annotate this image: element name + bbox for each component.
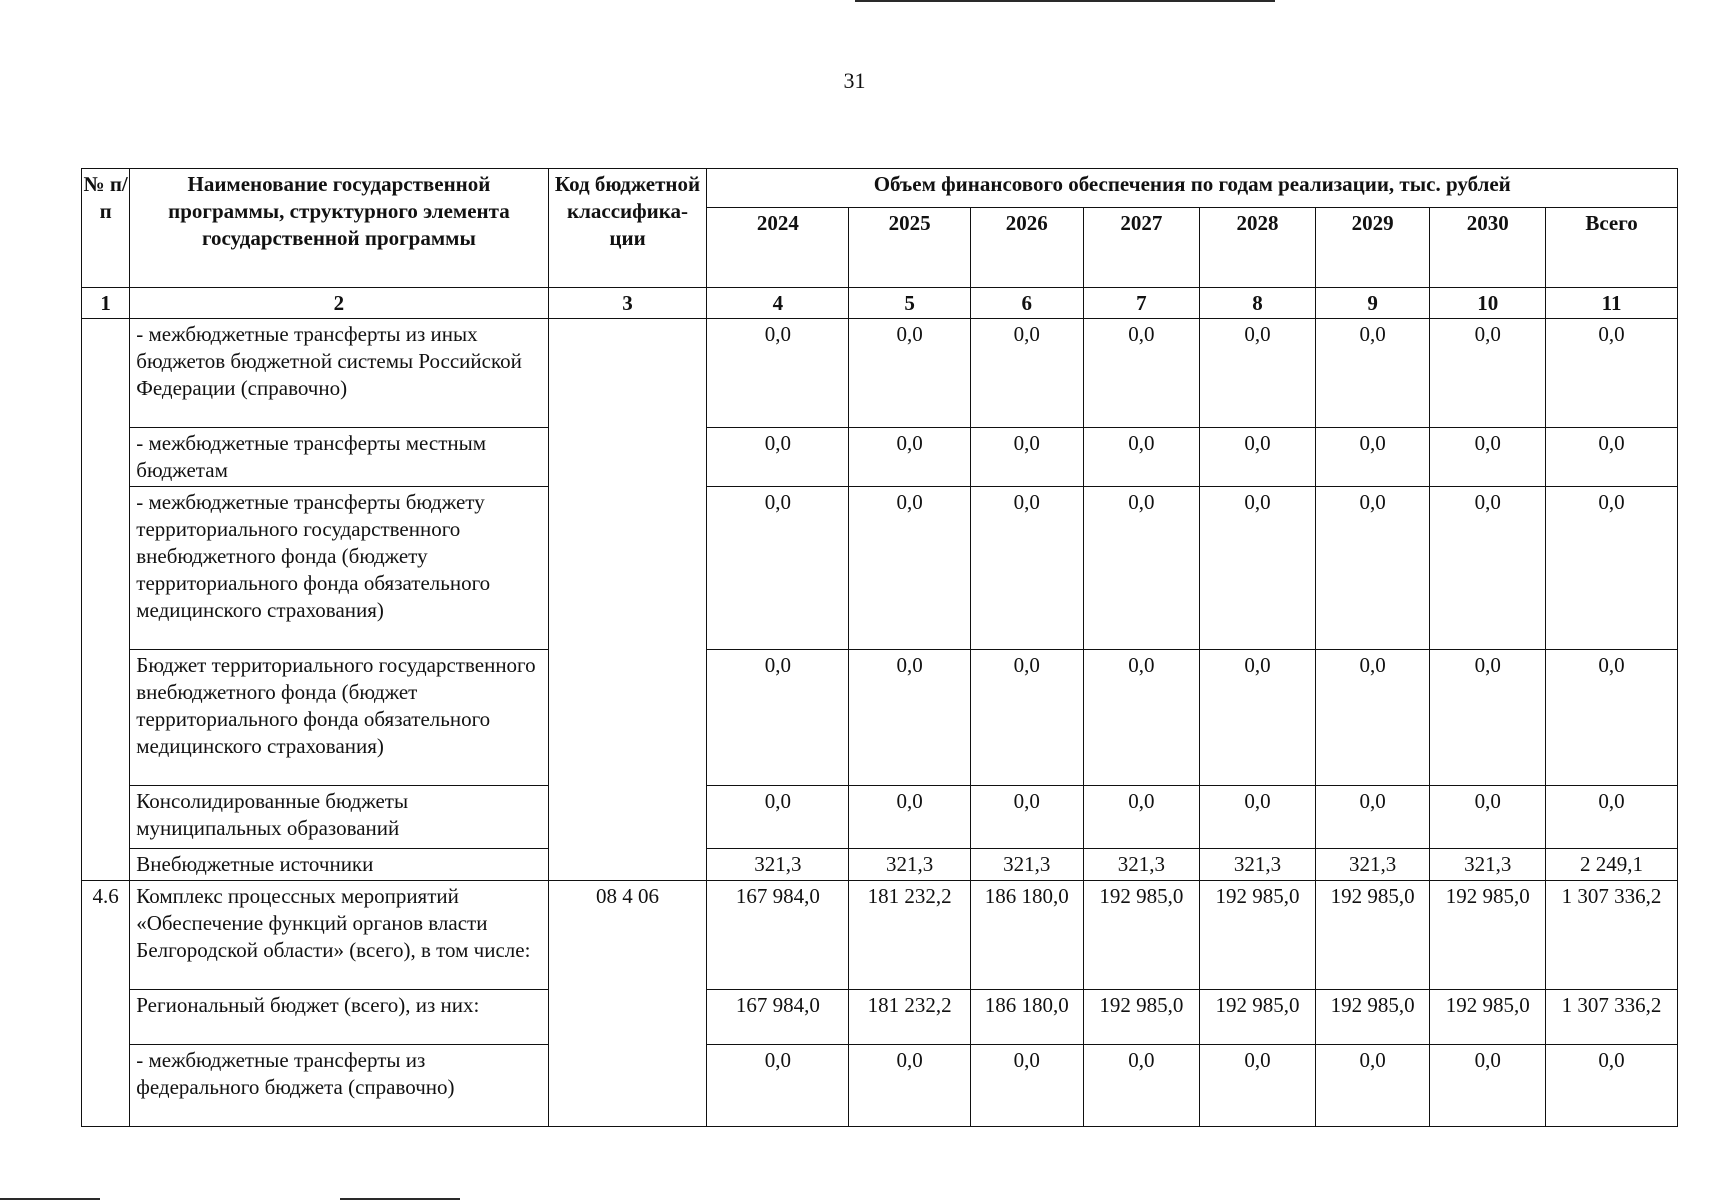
column-number: 9 <box>1315 288 1430 319</box>
header-year: 2029 <box>1315 208 1430 288</box>
header-col-volume: Объем финансового обеспечения по годам реализации, тыс. рублей <box>707 169 1678 208</box>
value-cell: 321,3 <box>707 849 849 881</box>
value-cell: 167 984,0 <box>707 881 849 990</box>
row-name: - межбюджетные трансферты бюджету территориального государственного внебюджетного фонда (бюджету территориального фонда обязательного медицинского страхования) <box>130 487 548 650</box>
value-cell: 0,0 <box>970 428 1083 487</box>
table-row <box>82 786 1678 849</box>
value-cell: 192 985,0 <box>1430 881 1546 990</box>
page-number: 31 <box>843 68 866 93</box>
value-cell: 0,0 <box>849 1045 971 1127</box>
value-cell: 0,0 <box>849 319 971 428</box>
value-cell: 192 985,0 <box>1200 881 1316 990</box>
value-cell: 0,0 <box>1430 650 1546 786</box>
row-number <box>82 319 130 881</box>
value-cell: 0,0 <box>1315 319 1430 428</box>
value-cell: 0,0 <box>707 428 849 487</box>
table-row <box>82 428 1678 487</box>
value-cell: 0,0 <box>1430 487 1546 650</box>
value-cell: 321,3 <box>849 849 971 881</box>
value-cell: 0,0 <box>1546 1045 1678 1127</box>
row-name: Бюджет территориального государственного внебюджетного фонда (бюджет территориального фонда обязательного медицинского страхования) <box>130 650 548 786</box>
header-col-code: Код бюджетной классифика-ции <box>548 169 707 288</box>
value-cell: 0,0 <box>707 487 849 650</box>
value-cell: 0,0 <box>1200 428 1316 487</box>
value-cell: 0,0 <box>707 1045 849 1127</box>
value-cell: 0,0 <box>970 786 1083 849</box>
header-col-no: № п/п <box>82 169 130 288</box>
value-cell: 0,0 <box>1546 319 1678 428</box>
header-year: 2030 <box>1430 208 1546 288</box>
value-cell: 0,0 <box>1083 319 1200 428</box>
budget-table <box>81 168 1678 1127</box>
value-cell: 0,0 <box>1546 487 1678 650</box>
value-cell: 0,0 <box>1200 487 1316 650</box>
header-col-name: Наименование государственной программы, структурного элемента государственной программы <box>130 169 548 288</box>
value-cell: 0,0 <box>849 428 971 487</box>
value-cell: 0,0 <box>1430 428 1546 487</box>
value-cell: 0,0 <box>1315 428 1430 487</box>
row-name: Внебюджетные источники <box>130 849 548 881</box>
value-cell: 0,0 <box>1546 428 1678 487</box>
value-cell: 321,3 <box>1200 849 1316 881</box>
column-number: 8 <box>1200 288 1316 319</box>
header-year: 2027 <box>1083 208 1200 288</box>
value-cell: 0,0 <box>1546 786 1678 849</box>
column-number: 10 <box>1430 288 1546 319</box>
column-number: 1 <box>82 288 130 319</box>
column-number: 3 <box>548 288 707 319</box>
value-cell: 321,3 <box>1083 849 1200 881</box>
value-cell: 321,3 <box>1315 849 1430 881</box>
column-number: 2 <box>130 288 548 319</box>
value-cell: 0,0 <box>1083 786 1200 849</box>
value-cell: 1 307 336,2 <box>1546 990 1678 1045</box>
value-cell: 0,0 <box>707 319 849 428</box>
value-cell: 181 232,2 <box>849 881 971 990</box>
value-cell: 0,0 <box>1315 650 1430 786</box>
row-name: - межбюджетные трансферты из иных бюджетов бюджетной системы Российской Федерации (справочно) <box>130 319 548 428</box>
table-row <box>82 650 1678 786</box>
value-cell: 0,0 <box>1200 1045 1316 1127</box>
value-cell: 0,0 <box>1083 487 1200 650</box>
row-name: - межбюджетные трансферты местным бюджетам <box>130 428 548 487</box>
value-cell: 0,0 <box>970 650 1083 786</box>
value-cell: 0,0 <box>1200 319 1316 428</box>
value-cell: 0,0 <box>1430 1045 1546 1127</box>
table-row <box>82 319 1678 428</box>
value-cell: 0,0 <box>1315 786 1430 849</box>
column-number: 6 <box>970 288 1083 319</box>
header-year: 2025 <box>849 208 971 288</box>
row-name: Консолидированные бюджеты муниципальных образований <box>130 786 548 849</box>
value-cell: 321,3 <box>970 849 1083 881</box>
value-cell: 0,0 <box>1315 487 1430 650</box>
value-cell: 0,0 <box>1083 1045 1200 1127</box>
value-cell: 0,0 <box>1546 650 1678 786</box>
table-row <box>82 881 1678 990</box>
value-cell: 2 249,1 <box>1546 849 1678 881</box>
header-year: 2028 <box>1200 208 1316 288</box>
table-row <box>82 1045 1678 1127</box>
row-name: Региональный бюджет (всего), из них: <box>130 990 548 1045</box>
value-cell: 0,0 <box>1315 1045 1430 1127</box>
value-cell: 0,0 <box>970 487 1083 650</box>
row-number: 4.6 <box>82 881 130 1127</box>
value-cell: 192 985,0 <box>1430 990 1546 1045</box>
value-cell: 0,0 <box>1200 786 1316 849</box>
value-cell: 186 180,0 <box>970 990 1083 1045</box>
value-cell: 1 307 336,2 <box>1546 881 1678 990</box>
value-cell: 186 180,0 <box>970 881 1083 990</box>
scan-line-top <box>855 0 1275 2</box>
value-cell: 0,0 <box>1430 786 1546 849</box>
value-cell: 192 985,0 <box>1200 990 1316 1045</box>
value-cell: 0,0 <box>707 786 849 849</box>
row-name: Комплекс процессных мероприятий «Обеспечение функций органов власти Белгородской области» (всего), в том числе: <box>130 881 548 990</box>
value-cell: 181 232,2 <box>849 990 971 1045</box>
header-year: 2024 <box>707 208 849 288</box>
value-cell: 167 984,0 <box>707 990 849 1045</box>
value-cell: 0,0 <box>849 487 971 650</box>
row-code <box>548 319 707 881</box>
table-row <box>82 487 1678 650</box>
header-total: Всего <box>1546 208 1678 288</box>
value-cell: 0,0 <box>707 650 849 786</box>
value-cell: 192 985,0 <box>1083 881 1200 990</box>
value-cell: 0,0 <box>970 319 1083 428</box>
header-year: 2026 <box>970 208 1083 288</box>
value-cell: 0,0 <box>1200 650 1316 786</box>
column-number: 7 <box>1083 288 1200 319</box>
value-cell: 192 985,0 <box>1315 881 1430 990</box>
value-cell: 0,0 <box>1083 428 1200 487</box>
value-cell: 0,0 <box>849 786 971 849</box>
value-cell: 0,0 <box>849 650 971 786</box>
value-cell: 0,0 <box>1083 650 1200 786</box>
header-row-top <box>82 169 1678 208</box>
column-number: 11 <box>1546 288 1678 319</box>
column-number: 5 <box>849 288 971 319</box>
column-number: 4 <box>707 288 849 319</box>
row-code: 08 4 06 <box>548 881 707 1127</box>
row-name: - межбюджетные трансферты из федерального бюджета (справочно) <box>130 1045 548 1127</box>
table-row <box>82 990 1678 1045</box>
table-row <box>82 849 1678 881</box>
value-cell: 192 985,0 <box>1083 990 1200 1045</box>
value-cell: 0,0 <box>970 1045 1083 1127</box>
value-cell: 0,0 <box>1430 319 1546 428</box>
value-cell: 321,3 <box>1430 849 1546 881</box>
value-cell: 192 985,0 <box>1315 990 1430 1045</box>
column-numbers-row <box>82 288 1678 319</box>
